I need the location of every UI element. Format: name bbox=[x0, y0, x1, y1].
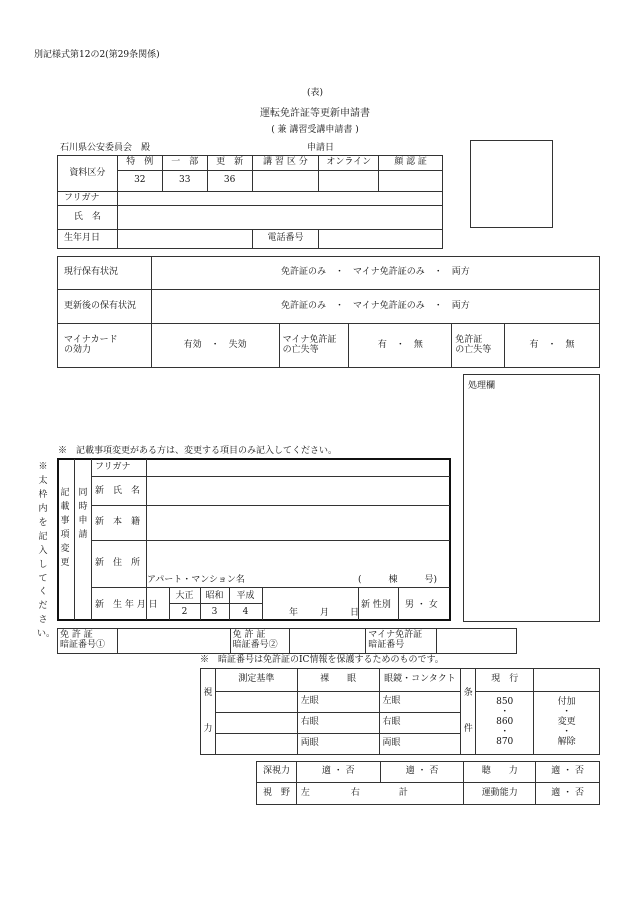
std-left[interactable] bbox=[215, 692, 297, 713]
processing-box bbox=[463, 374, 600, 622]
depth-label: 深視力 bbox=[257, 762, 297, 783]
name-label: 氏 名 bbox=[58, 206, 118, 230]
depth-value-2[interactable]: 適 ・ 否 bbox=[380, 762, 464, 783]
code-32[interactable]: 32 bbox=[117, 171, 162, 192]
change-left-label: 記載事項変更 bbox=[60, 488, 70, 568]
era-heisei: 平成 bbox=[236, 591, 255, 601]
face-cell[interactable] bbox=[379, 171, 443, 192]
building-label: ( 棟 号) bbox=[358, 575, 438, 585]
pin1-field[interactable] bbox=[117, 629, 230, 654]
current-status-label: 現行保有状況 bbox=[58, 257, 152, 290]
change-mid-label: 同時申請 bbox=[78, 488, 88, 540]
genko-label: 現 行 bbox=[476, 669, 534, 692]
new-name-label: 新 氏 名 bbox=[95, 486, 141, 496]
mycard-label: マイナカード の効力 bbox=[58, 324, 152, 368]
glasses-both-label: 両眼 bbox=[379, 734, 461, 755]
birth-label: 生年月日 bbox=[58, 230, 118, 249]
new-honseki-field[interactable] bbox=[147, 506, 450, 539]
status-table bbox=[57, 256, 600, 368]
furigana-label: フリガナ bbox=[58, 192, 118, 206]
month-label: 月 bbox=[320, 608, 330, 618]
form-number: 別記様式第12の2(第29条関係) bbox=[34, 50, 160, 60]
std-both[interactable] bbox=[215, 734, 297, 755]
photo-box[interactable] bbox=[470, 140, 553, 228]
motor-value[interactable]: 適 ・ 否 bbox=[536, 783, 600, 805]
apartment-label: アパート・マンション名 bbox=[147, 575, 245, 585]
era-showa: 昭和 bbox=[205, 591, 224, 601]
page-side-label: (表) bbox=[306, 88, 324, 98]
new-gender-label: 新 性別 bbox=[361, 600, 391, 610]
new-address-label: 新 住 所 bbox=[95, 558, 141, 568]
phone-field[interactable] bbox=[319, 230, 443, 249]
naked-label: 裸 眼 bbox=[297, 669, 379, 692]
naked-both-label: 両眼 bbox=[297, 734, 379, 755]
phone-label: 電話番号 bbox=[252, 230, 319, 249]
processing-label: 処理欄 bbox=[468, 381, 496, 391]
pin-note: ※ 暗証番号は免許証のIC情報を保護するためのものです。 bbox=[200, 655, 444, 665]
after-status-label: 更新後の保有状況 bbox=[58, 290, 152, 324]
current-status-options[interactable]: 免許証のみ ・ マイナ免許証のみ ・ 両方 bbox=[151, 257, 599, 290]
field-values[interactable]: 左 右 計 bbox=[296, 783, 464, 805]
glasses-right-label: 右眼 bbox=[379, 713, 461, 734]
aptitude-table bbox=[256, 761, 600, 805]
hearing-value[interactable]: 適 ・ 否 bbox=[536, 762, 600, 783]
genko-field[interactable] bbox=[534, 669, 600, 692]
era-taisho: 大正 bbox=[175, 591, 194, 601]
hearing-label: 聴 力 bbox=[464, 762, 536, 783]
pin2-label: 免 許 証 暗証番号② bbox=[230, 629, 290, 654]
shiryo-label: 資料区分 bbox=[58, 156, 118, 192]
new-honseki-label: 新 本 籍 bbox=[95, 517, 141, 527]
col-ichibu: 一 部 bbox=[162, 156, 207, 171]
col-online: オンライン bbox=[319, 156, 379, 171]
myna-lost-label: マイナ免許証 の亡失等 bbox=[279, 324, 349, 368]
koshu-cell[interactable] bbox=[252, 171, 319, 192]
code-33[interactable]: 33 bbox=[162, 171, 207, 192]
era-code-3[interactable]: 3 bbox=[211, 607, 218, 617]
era-code-4[interactable]: 4 bbox=[242, 607, 249, 617]
online-cell[interactable] bbox=[319, 171, 379, 192]
after-status-options[interactable]: 免許証のみ ・ マイナ免許証のみ ・ 両方 bbox=[151, 290, 599, 324]
col-face: 顔 認 証 bbox=[379, 156, 443, 171]
change-furigana-label: フリガナ bbox=[95, 462, 131, 472]
new-birth-label: 新 生 年 月 日 bbox=[95, 600, 158, 610]
side-note: ※太枠内を記入してください。 bbox=[37, 462, 56, 640]
pin2-field[interactable] bbox=[290, 629, 366, 654]
motor-label: 運動能力 bbox=[464, 783, 536, 805]
naked-left-label: 左眼 bbox=[297, 692, 379, 713]
glasses-left-label: 左眼 bbox=[379, 692, 461, 713]
pin-table bbox=[57, 628, 517, 654]
form-subtitle: ( 兼 講習受講申請書 ) bbox=[271, 125, 359, 135]
pin3-label: マイナ免許証 暗証番号 bbox=[366, 629, 437, 654]
depth-value-1[interactable]: 適 ・ 否 bbox=[296, 762, 380, 783]
pin3-field[interactable] bbox=[437, 629, 517, 654]
addressee: 石川県公安委員会 殿 bbox=[60, 143, 151, 153]
mycard-value[interactable]: 有効 ・ 失効 bbox=[151, 324, 279, 368]
std-label: 測定基準 bbox=[215, 669, 297, 692]
pin1-label: 免 許 証 暗証番号① bbox=[58, 629, 118, 654]
applicant-table bbox=[57, 155, 443, 249]
condition-codes[interactable]: 850 ・ 860 ・ 870 bbox=[476, 692, 534, 755]
gender-options[interactable]: 男 ・ 女 bbox=[405, 600, 438, 610]
year-label: 年 bbox=[289, 608, 299, 618]
col-koshu: 講 習 区 分 bbox=[252, 156, 319, 171]
birth-field[interactable] bbox=[117, 230, 252, 249]
form-title: 運転免許証等更新申請書 bbox=[260, 108, 370, 119]
new-name-field[interactable] bbox=[147, 477, 450, 504]
field-label: 視 野 bbox=[257, 783, 297, 805]
myna-lost-value[interactable]: 有 ・ 無 bbox=[349, 324, 452, 368]
condition-actions[interactable]: 付加 ・ 変更 ・ 解除 bbox=[534, 692, 600, 755]
furigana-field[interactable] bbox=[117, 192, 442, 206]
code-36[interactable]: 36 bbox=[207, 171, 252, 192]
col-koshin: 更 新 bbox=[207, 156, 252, 171]
day-label: 日 bbox=[350, 608, 360, 618]
condition-label-col: 条 件 bbox=[461, 669, 476, 755]
naked-right-label: 右眼 bbox=[297, 713, 379, 734]
vision-table bbox=[200, 668, 600, 755]
change-notice: ※ 記載事項変更がある方は、変更する項目のみ記入してください。 bbox=[58, 446, 338, 456]
vision-label-col: 視 力 bbox=[201, 669, 216, 755]
std-right[interactable] bbox=[215, 713, 297, 734]
date-label: 申請日 bbox=[307, 143, 335, 153]
col-tokurei: 特 例 bbox=[117, 156, 162, 171]
new-address-field[interactable] bbox=[147, 541, 450, 575]
era-code-2[interactable]: 2 bbox=[181, 607, 188, 617]
license-lost-value[interactable]: 有 ・ 無 bbox=[505, 324, 600, 368]
name-field[interactable] bbox=[117, 206, 442, 230]
license-lost-label: 免許証 の亡失等 bbox=[452, 324, 505, 368]
glasses-label: 眼鏡・コンタクト bbox=[379, 669, 461, 692]
